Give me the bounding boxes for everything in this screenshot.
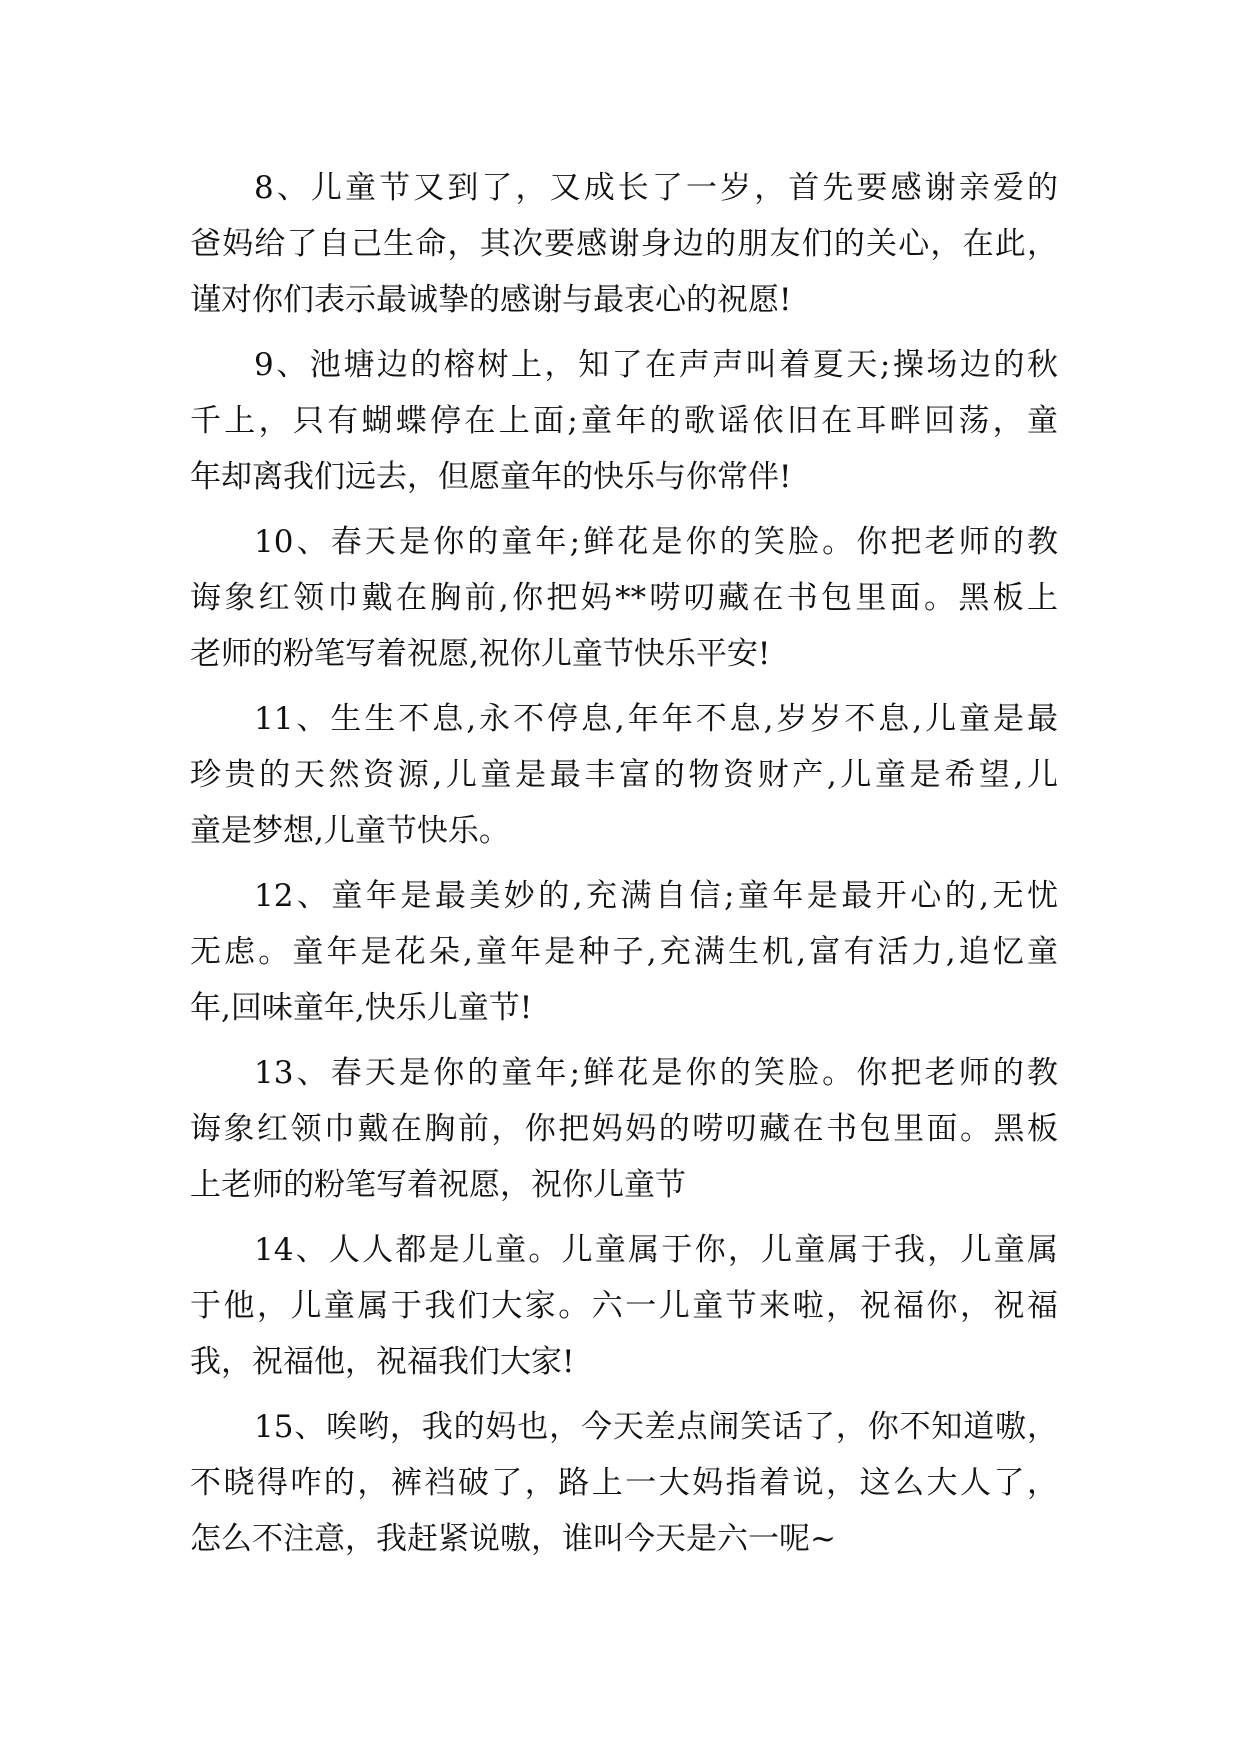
paragraph-line: 11、生生不息,永不停息,年年不息,岁岁不息,儿童是最: [254, 701, 1058, 737]
paragraph-line: 诲象红领巾戴在胸前,你把妈**唠叨藏在书包里面。黑板上: [190, 580, 1058, 616]
paragraph-15: [190, 1399, 1058, 1567]
paragraph-13: [190, 1045, 1058, 1213]
paragraph-line: 诲象红领巾戴在胸前，你把妈妈的唠叨藏在书包里面。黑板: [190, 1111, 1058, 1147]
paragraph-line: 千上，只有蝴蝶停在上面;童年的歌谣依旧在耳畔回荡，童: [190, 403, 1058, 439]
paragraph-line: 老师的粉笔写着祝愿,祝你儿童节快乐平安!: [190, 636, 771, 672]
paragraph-line: 我，祝福他，祝福我们大家!: [190, 1344, 575, 1380]
paragraph-line: 爸妈给了自己生命，其次要感谢身边的朋友们的关心，在此，: [190, 226, 1058, 262]
paragraph-14: [190, 1222, 1058, 1390]
paragraph-8: [190, 160, 1058, 328]
paragraph-line: 9、池塘边的榕树上，知了在声声叫着夏天;操场边的秋: [254, 347, 1058, 383]
paragraph-line: 于他，儿童属于我们大家。六一儿童节来啦，祝福你，祝福: [190, 1288, 1058, 1324]
paragraph-line: 不晓得咋的，裤裆破了，路上一大妈指着说，这么大人了，: [190, 1465, 1058, 1501]
paragraph-9: [190, 337, 1058, 505]
paragraph-line: 童是梦想,儿童节快乐。: [190, 813, 510, 849]
paragraph-line: 年却离我们远去，但愿童年的快乐与你常伴!: [190, 459, 792, 495]
paragraph-10: [190, 514, 1058, 682]
paragraph-line: 谨对你们表示最诚挚的感谢与最衷心的祝愿!: [190, 282, 792, 318]
paragraph-line: 怎么不注意，我赶紧说嗷，谁叫今天是六一呢~: [190, 1521, 836, 1557]
paragraph-11: [190, 691, 1058, 859]
document-body: [190, 160, 1058, 1576]
paragraph-line: 上老师的粉笔写着祝愿，祝你儿童节: [190, 1167, 686, 1203]
paragraph-line: 15、唉哟，我的妈也，今天差点闹笑话了，你不知道嗷，: [254, 1409, 1058, 1445]
paragraph-line: 13、春天是你的童年;鲜花是你的笑脸。你把老师的教: [254, 1055, 1058, 1091]
paragraph-line: 12、童年是最美妙的,充满自信;童年是最开心的,无忧: [254, 878, 1058, 914]
paragraph-line: 无虑。童年是花朵,童年是种子,充满生机,富有活力,追忆童: [190, 934, 1058, 970]
paragraph-line: 8、儿童节又到了，又成长了一岁，首先要感谢亲爱的: [254, 170, 1058, 206]
paragraph-line: 年,回味童年,快乐儿童节!: [190, 990, 533, 1026]
paragraph-12: [190, 868, 1058, 1036]
paragraph-line: 珍贵的天然资源,儿童是最丰富的物资财产,儿童是希望,儿: [190, 757, 1058, 793]
paragraph-line: 14、人人都是儿童。儿童属于你，儿童属于我，儿童属: [254, 1232, 1058, 1268]
paragraph-line: 10、春天是你的童年;鲜花是你的笑脸。你把老师的教: [254, 524, 1058, 560]
